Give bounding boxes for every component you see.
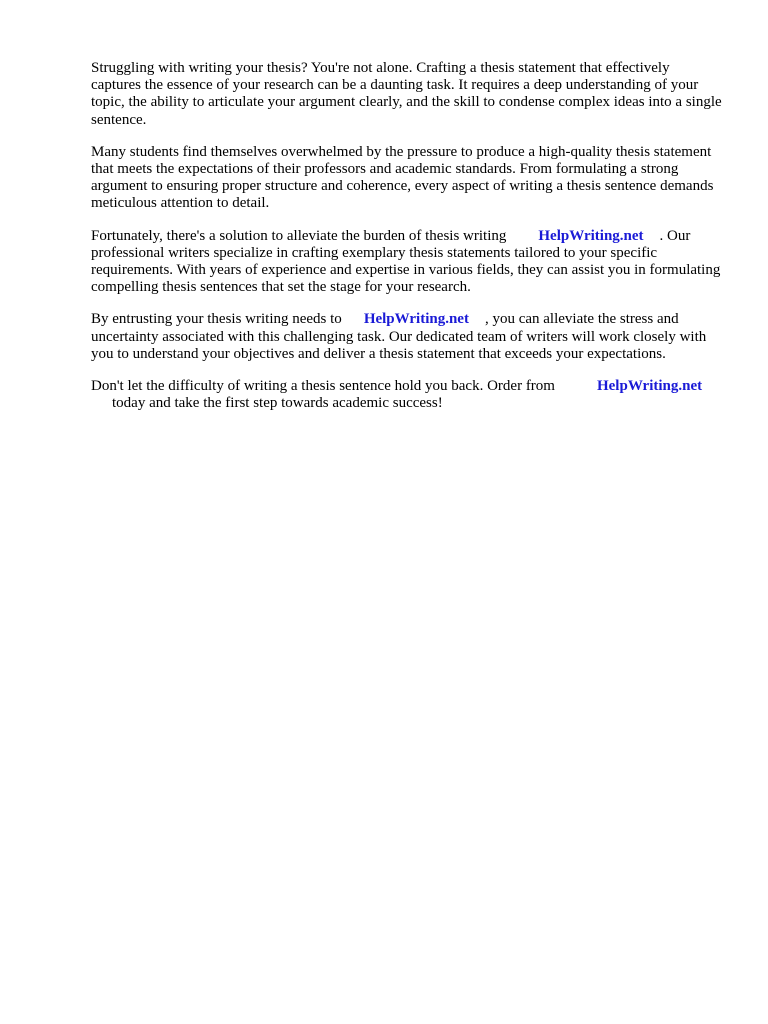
document-body [91, 60, 723, 427]
paragraph-entrusting-after: , you can alleviate the stress and uncertainty associated with this challenging task. Our dedicated team of writers will work closely with you to understand your objectives and deliver a thesis statement that exceeds your expectations. [91, 311, 707, 362]
paragraph-entrusting [91, 311, 723, 363]
paragraph-overwhelmed: Many students find themselves overwhelmed by the pressure to produce a high-quality thesis statement that meets the expectations of their professors and academic standards. From formulating a strong argument to ensuring proper structure and coherence, every aspect of writing a thesis sentence demands meticulous attention to detail. [91, 143, 714, 212]
paragraph-solution [91, 228, 723, 297]
paragraph-solution-after: . Our professional writers specialize in crafting exemplary thesis statements tailored to your specific requirements. With years of experience and expertise in various fields, they can assist you in formulating compelling thesis sentences that set the stage for your research. [91, 227, 721, 296]
helpwriting-link-2[interactable]: HelpWriting.net [363, 311, 469, 328]
helpwriting-link-3[interactable]: HelpWriting.net [596, 378, 703, 395]
paragraph-intro: Struggling with writing your thesis? You're not alone. Crafting a thesis statement that effectively captures the essence of your research can be a daunting task. It requires a deep understanding of your topic, the ability to articulate your argument clearly, and the skill to condense complex ideas into a single sentence. [91, 60, 722, 128]
paragraph-cta-before: Don't let the difficulty of writing a thesis sentence hold you back. Order from [91, 378, 555, 395]
paragraph-cta-after: today and take the first step towards academic success! [112, 395, 443, 412]
paragraph-entrusting-before: By entrusting your thesis writing needs to [91, 311, 342, 328]
paragraph-solution-before: Fortunately, there's a solution to alleviate the burden of thesis writing [91, 227, 507, 244]
helpwriting-link-1[interactable]: HelpWriting.net [538, 227, 644, 244]
paragraph-call-to-action [91, 378, 723, 412]
